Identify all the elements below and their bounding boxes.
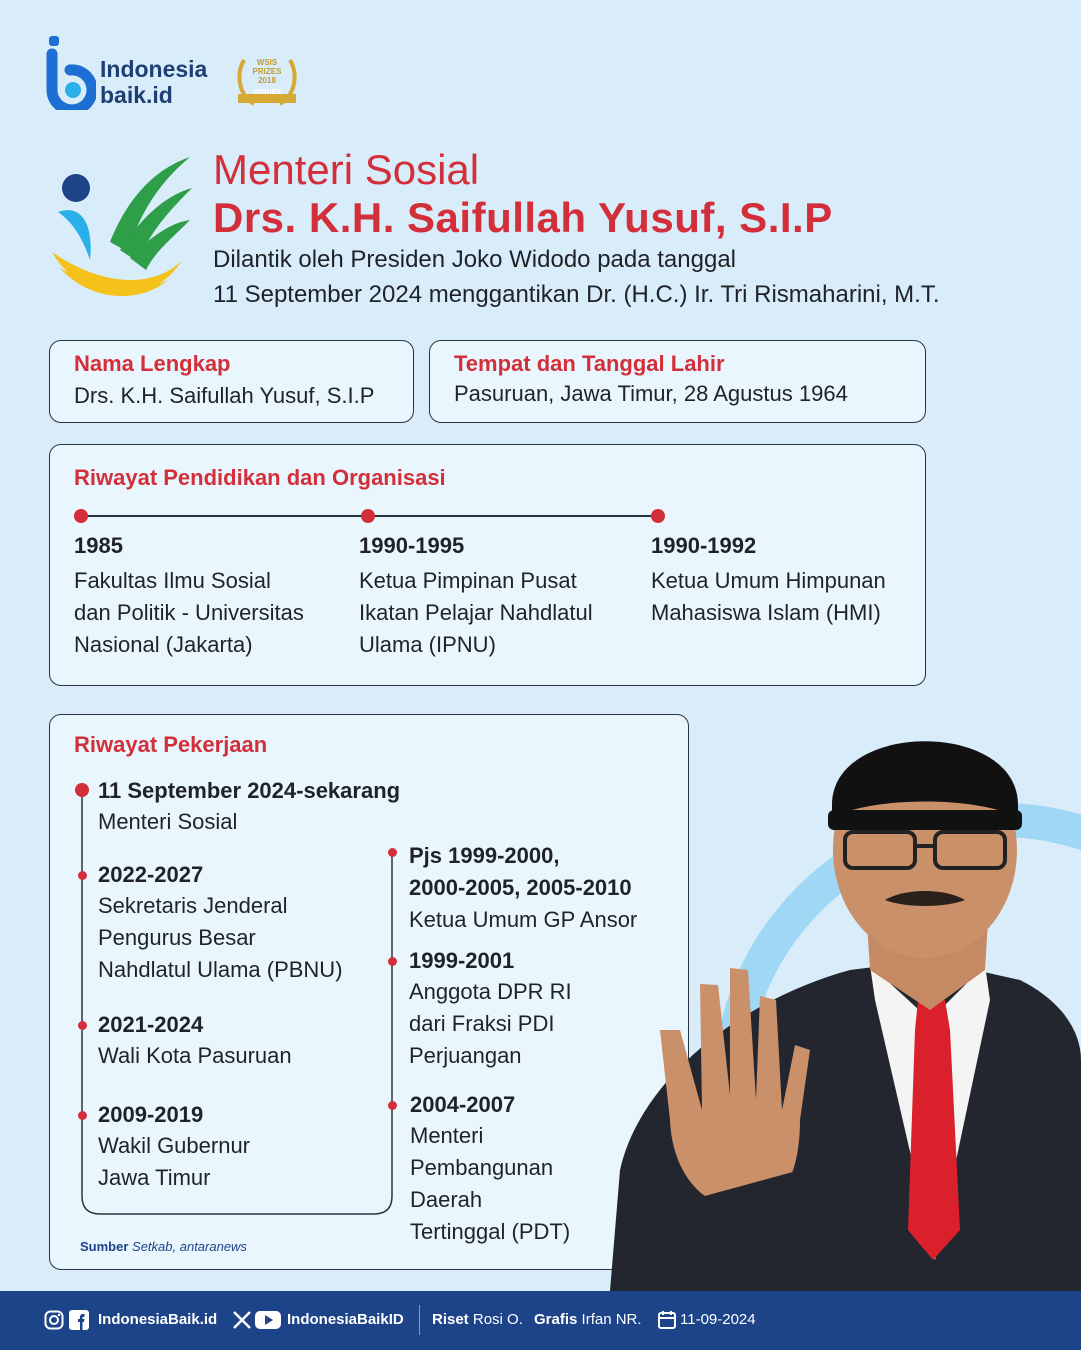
- publish-date: 11-09-2024: [680, 1311, 756, 1328]
- timeline-dot: [78, 871, 87, 880]
- timeline-dot: [388, 848, 397, 857]
- fullname-value: Drs. K.H. Saifullah Yusuf, S.I.P: [74, 383, 375, 408]
- career-title: Riwayat Pekerjaan: [74, 732, 268, 757]
- brand-name: Indonesia baik.id: [100, 56, 208, 108]
- social-handle-2[interactable]: IndonesiaBaikID: [287, 1311, 404, 1328]
- social-handle-1[interactable]: IndonesiaBaik.id: [98, 1311, 218, 1328]
- page-description: Dilantik oleh Presiden Joko Widodo pada tanggal 11 September 2024 menggantikan Dr. (H.C.) Ir. Tri Rismaharini, M.T.: [213, 246, 940, 308]
- career-item: 1999-2001 Anggota DPR RI dari Fraksi PDI Perjuangan: [409, 948, 572, 1068]
- education-item: 1990-1992 Ketua Umum Himpunan Mahasiswa Islam (HMI): [651, 533, 886, 625]
- page-title: Drs. K.H. Saifullah Yusuf, S.I.P: [213, 194, 833, 241]
- footer-bar: [0, 1291, 1081, 1350]
- career-item: 2021-2024 Wali Kota Pasuruan: [98, 1012, 292, 1068]
- education-title: Riwayat Pendidikan dan Organisasi: [74, 465, 446, 490]
- career-item: Pjs 1999-2000, 2000-2005, 2005-2010 Ketua Umum GP Ansor: [409, 843, 638, 932]
- timeline-dot: [388, 1101, 397, 1110]
- footer-divider: [419, 1305, 420, 1335]
- birth-value: Pasuruan, Jawa Timur, 28 Agustus 1964: [454, 381, 848, 406]
- education-item: 1990-1995 Ketua Pimpinan Pusat Ikatan Pelajar Nahdlatul Ulama (IPNU): [359, 533, 593, 657]
- career-item: 11 September 2024-sekarang Menteri Sosial: [98, 778, 401, 834]
- birth-label: Tempat dan Tanggal Lahir: [454, 351, 725, 376]
- calendar-icon: [658, 1310, 676, 1330]
- timeline-dot: [75, 783, 89, 797]
- award-text: WSIS PRIZES 2018 WINNER: [252, 58, 282, 96]
- education-item: 1985 Fakultas Ilmu Sosial dan Politik - Universitas Nasional (Jakarta): [74, 533, 304, 657]
- riset-credit: Riset Rosi O.: [432, 1311, 523, 1328]
- page-subtitle: Menteri Sosial: [213, 146, 480, 193]
- timeline-dot: [388, 957, 397, 966]
- x-twitter-icon[interactable]: [232, 1310, 252, 1330]
- facebook-icon[interactable]: [69, 1310, 89, 1330]
- career-item: 2009-2019 Wakil Gubernur Jawa Timur: [98, 1102, 251, 1190]
- career-item: 2022-2027 Sekretaris Jenderal Pengurus Besar Nahdlatul Ulama (PBNU): [98, 862, 343, 982]
- source-note: Sumber Setkab, antaranews: [80, 1239, 247, 1254]
- career-item: 2004-2007 Menteri Pembangunan Daerah Tertinggal (PDT): [410, 1092, 571, 1244]
- grafis-credit: Grafis Irfan NR.: [534, 1311, 642, 1328]
- minister-portrait: [600, 700, 1081, 1291]
- timeline-dot: [78, 1021, 87, 1030]
- timeline-dot: [78, 1111, 87, 1120]
- instagram-icon[interactable]: [44, 1310, 64, 1330]
- fullname-label: Nama Lengkap: [74, 351, 231, 376]
- youtube-icon[interactable]: [255, 1310, 281, 1330]
